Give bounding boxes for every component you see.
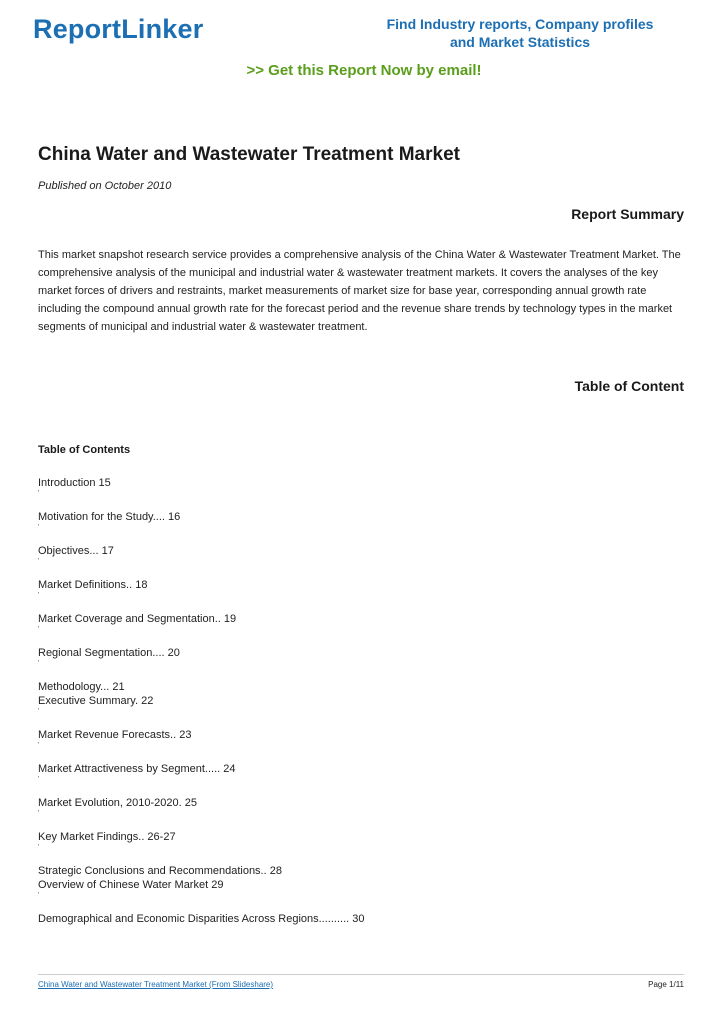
toc-item-mark: ': [38, 776, 40, 783]
toc-item-text: Introduction 15: [38, 477, 111, 489]
reportlinker-logo[interactable]: ReportLinker: [33, 14, 204, 44]
toc-item: [38, 544, 678, 578]
toc-item-mark: ': [38, 660, 40, 667]
published-date: Published on October 2010: [38, 180, 172, 192]
toc-item: [38, 912, 678, 926]
toc-item: [38, 694, 678, 728]
toc-item-text: Strategic Conclusions and Recommendations.. 28: [38, 865, 282, 877]
toc-item-mark: ': [38, 490, 40, 497]
toc-item: [38, 796, 678, 830]
report-title: China Water and Wastewater Treatment Market: [38, 144, 460, 165]
toc-item-text: Regional Segmentation.... 20: [38, 647, 180, 659]
toc-item: [38, 830, 678, 864]
toc-item-mark: ': [38, 558, 40, 565]
toc-item: [38, 476, 678, 510]
get-report-email-link[interactable]: >> Get this Report Now by email!: [246, 62, 482, 79]
report-summary-heading: Report Summary: [571, 206, 684, 222]
toc-item-text: Market Attractiveness by Segment..... 24: [38, 763, 236, 775]
tagline-line-1: Find Industry reports, Company profiles: [386, 16, 654, 32]
toc-item: [38, 612, 678, 646]
toc-item-text: Executive Summary. 22: [38, 695, 154, 707]
toc-item-text: Key Market Findings.. 26-27: [38, 831, 176, 843]
toc-item-mark: ': [38, 708, 40, 715]
toc-item-mark: ': [38, 892, 40, 899]
toc-item: [38, 864, 678, 878]
toc-item-mark: ': [38, 810, 40, 817]
toc-item-mark: ': [38, 524, 40, 531]
toc-item-text: Market Evolution, 2010-2020. 25: [38, 797, 197, 809]
tagline-line-2: and Market Statistics: [449, 34, 591, 50]
toc-item-text: Methodology... 21: [38, 681, 125, 693]
header-tagline: [370, 15, 670, 51]
toc-item-text: Overview of Chinese Water Market 29: [38, 879, 224, 891]
toc-item-text: Motivation for the Study.... 16: [38, 511, 181, 523]
toc-item: [38, 680, 678, 694]
toc-item: [38, 578, 678, 612]
page-number: Page 1/11: [648, 980, 684, 989]
toc-item-mark: ': [38, 626, 40, 633]
toc-item: [38, 510, 678, 544]
report-summary-text: This market snapshot research service provides a comprehensive analysis of the China Water & Wastewater Treatment Market. The comprehensive analysis of the municipal and industrial water & wastewater treatment markets. It covers the analyses of the key market forces of drivers and restraints, market measurements of market size for base year, corresponding annual growth rate including the compound annual growth rate for the forecast period and the revenue share trends by technology types in the market segments of municipal and industrial water & wastewater treatment.: [38, 249, 681, 333]
toc-item: [38, 878, 678, 912]
table-of-content-heading: Table of Content: [574, 378, 684, 394]
toc-item-text: Market Revenue Forecasts.. 23: [38, 729, 192, 741]
toc-item: [38, 728, 678, 762]
toc-item-mark: ': [38, 742, 40, 749]
toc-item-text: Market Coverage and Segmentation.. 19: [38, 613, 237, 625]
toc-item: [38, 646, 678, 680]
toc-list: [38, 476, 678, 926]
toc-item-text: Market Definitions.. 18: [38, 579, 148, 591]
footer-divider: [38, 974, 684, 975]
toc-item-mark: ': [38, 592, 40, 599]
toc-item-text: Objectives... 17: [38, 545, 114, 557]
toc-item-text: Demographical and Economic Disparities Across Regions.......... 30: [38, 913, 365, 925]
footer-source-link[interactable]: China Water and Wastewater Treatment Market (From Slideshare): [38, 980, 274, 989]
toc-item-mark: ': [38, 844, 40, 851]
toc-heading: Table of Contents: [38, 444, 131, 456]
toc-item: [38, 762, 678, 796]
